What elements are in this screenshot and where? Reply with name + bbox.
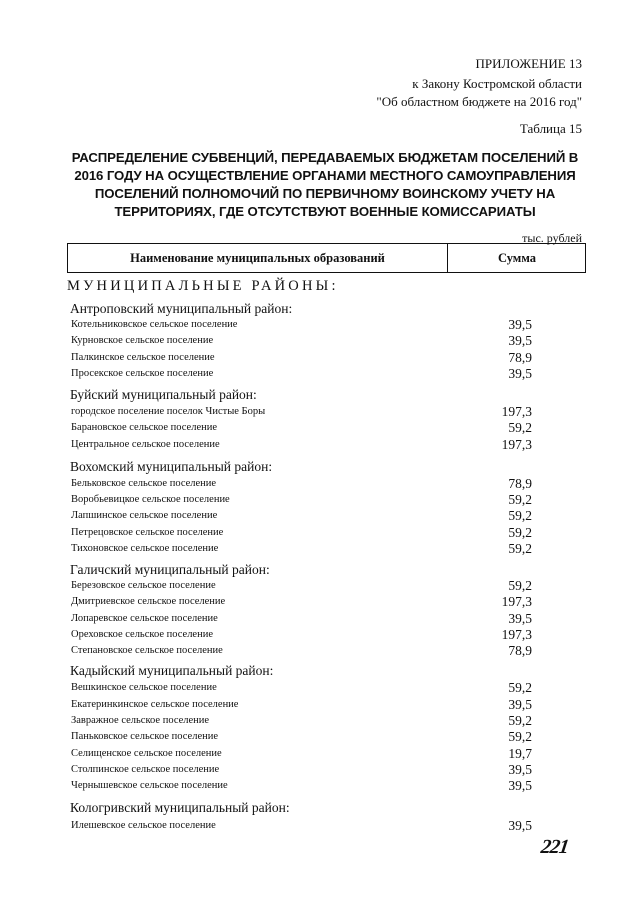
appendix-label: ПРИЛОЖЕНИЕ 13 xyxy=(475,56,582,71)
settlement-sum: 39,5 xyxy=(508,317,532,332)
settlement-sum: 59,2 xyxy=(508,508,532,523)
settlement-sum: 19,7 xyxy=(508,746,532,761)
settlement-sum: 197,3 xyxy=(501,437,532,452)
table-row xyxy=(71,697,532,713)
table-row xyxy=(71,578,532,594)
settlement-sum: 39,5 xyxy=(508,611,532,626)
settlement-sum: 39,5 xyxy=(508,366,532,381)
table-row xyxy=(71,713,532,729)
settlement-sum: 39,5 xyxy=(508,818,532,833)
settlement-name: городское поселение поселок Чистые Боры xyxy=(71,406,266,417)
settlement-name: Степановское сельское поселение xyxy=(71,645,223,656)
district-heading: Кологривский муниципальный район: xyxy=(70,800,290,815)
law-name: "Об областном бюджете на 2016 год" xyxy=(376,94,582,109)
table-row xyxy=(71,420,532,436)
settlement-sum: 59,2 xyxy=(508,525,532,540)
settlement-sum: 39,5 xyxy=(508,697,532,712)
settlement-sum: 39,5 xyxy=(508,762,532,777)
settlement-sum: 39,5 xyxy=(508,333,532,348)
settlement-name: Палкинское сельское поселение xyxy=(71,352,215,363)
column-header-name: Наименование муниципальных образований xyxy=(130,251,385,265)
settlement-name: Екатеринкинское сельское поселение xyxy=(71,699,239,710)
district-heading: Галичский муниципальный район: xyxy=(70,562,270,577)
settlement-name: Ореховское сельское поселение xyxy=(71,629,213,640)
table-row xyxy=(71,729,532,745)
settlement-sum: 197,3 xyxy=(501,627,532,642)
table-row xyxy=(71,680,532,696)
law-reference: к Закону Костромской области xyxy=(412,76,582,91)
table-row xyxy=(71,317,532,333)
settlement-sum: 78,9 xyxy=(508,350,532,365)
settlement-name: Бельковское сельское поселение xyxy=(71,478,217,489)
settlement-sum: 39,5 xyxy=(508,778,532,793)
settlement-name: Тихоновское сельское поселение xyxy=(71,543,219,554)
units-label: тыс. рублей xyxy=(522,231,582,245)
table-row xyxy=(71,350,532,366)
settlement-name: Вешкинское сельское поселение xyxy=(71,682,217,693)
settlement-name: Березовское сельское поселение xyxy=(71,580,216,591)
settlement-name: Селищенское сельское поселение xyxy=(71,748,222,759)
settlement-sum: 59,2 xyxy=(508,713,532,728)
settlement-name: Курновское сельское поселение xyxy=(71,335,214,346)
title-line: ТЕРРИТОРИЯХ, ГДЕ ОТСУТСТВУЮТ ВОЕННЫЕ КОМИССАРИАТЫ xyxy=(114,204,536,219)
title-line: РАСПРЕДЕЛЕНИЕ СУБВЕНЦИЙ, ПЕРЕДАВАЕМЫХ БЮДЖЕТАМ ПОСЕЛЕНИЙ В xyxy=(71,150,579,165)
table-row xyxy=(71,643,532,659)
district-heading: Кадыйский муниципальный район: xyxy=(70,663,274,678)
district-heading: Антроповский муниципальный район: xyxy=(70,301,293,316)
title-line: 2016 ГОДУ НА ОСУЩЕСТВЛЕНИЕ ОРГАНАМИ МЕСТНОГО САМОУПРАВЛЕНИЯ xyxy=(74,168,576,183)
settlement-name: Завражное сельское поселение xyxy=(71,715,210,726)
column-divider xyxy=(447,244,448,272)
settlement-name: Столпинское сельское поселение xyxy=(71,764,220,775)
settlement-name: Воробьевицкое сельское поселение xyxy=(71,494,230,505)
table-row xyxy=(71,525,532,541)
district-heading: Буйский муниципальный район: xyxy=(70,387,257,402)
settlement-sum: 59,2 xyxy=(508,420,532,435)
table-header xyxy=(67,243,586,273)
table-row xyxy=(71,627,532,643)
settlement-sum: 197,3 xyxy=(501,404,532,419)
settlement-sum: 197,3 xyxy=(501,594,532,609)
settlement-name: Лопаревское сельское поселение xyxy=(71,613,218,624)
settlement-name: Лапшинское сельское поселение xyxy=(71,510,218,521)
settlement-name: Чернышевское сельское поселение xyxy=(71,780,228,791)
table-row xyxy=(71,541,532,557)
table-row xyxy=(71,611,532,627)
settlement-sum: 78,9 xyxy=(508,476,532,491)
district-heading: Вохомский муниципальный район: xyxy=(70,459,273,474)
table-row xyxy=(71,778,532,794)
settlement-sum: 59,2 xyxy=(508,680,532,695)
table-row xyxy=(71,762,532,778)
table-row xyxy=(71,594,532,610)
handwritten-page-number: 221 xyxy=(539,836,570,858)
settlement-name: Дмитриевское сельское поселение xyxy=(71,596,226,607)
table-number: Таблица 15 xyxy=(519,121,582,136)
title-line: ПОСЕЛЕНИЙ ПОЛНОМОЧИЙ ПО ПЕРВИЧНОМУ ВОИНСКОМУ УЧЕТУ НА xyxy=(94,186,556,201)
settlement-name: Котельниковское сельское поселение xyxy=(71,319,238,330)
table-row xyxy=(71,333,532,349)
document-title xyxy=(60,149,590,221)
table-row xyxy=(71,746,532,762)
settlement-name: Просекское сельское поселение xyxy=(71,368,214,379)
table-row xyxy=(71,492,532,508)
settlement-name: Паньковское сельское поселение xyxy=(71,731,219,742)
column-header-sum: Сумма xyxy=(498,251,536,265)
settlement-name: Петрецовское сельское поселение xyxy=(71,527,224,538)
table-row xyxy=(71,476,532,492)
settlement-sum: 78,9 xyxy=(508,643,532,658)
settlement-name: Центральное сельское поселение xyxy=(71,439,220,450)
table-row xyxy=(71,437,532,453)
settlement-name: Илешевское сельское поселение xyxy=(71,820,216,831)
settlement-sum: 59,2 xyxy=(508,492,532,507)
settlement-sum: 59,2 xyxy=(508,541,532,556)
settlement-name: Барановское сельское поселение xyxy=(71,422,218,433)
settlement-sum: 59,2 xyxy=(508,729,532,744)
settlement-sum: 59,2 xyxy=(508,578,532,593)
table-row xyxy=(71,818,532,834)
table-row xyxy=(71,508,532,524)
section-label: МУНИЦИПАЛЬНЫЕ РАЙОНЫ: xyxy=(67,278,339,294)
table-row xyxy=(71,404,532,420)
table-row xyxy=(71,366,532,382)
